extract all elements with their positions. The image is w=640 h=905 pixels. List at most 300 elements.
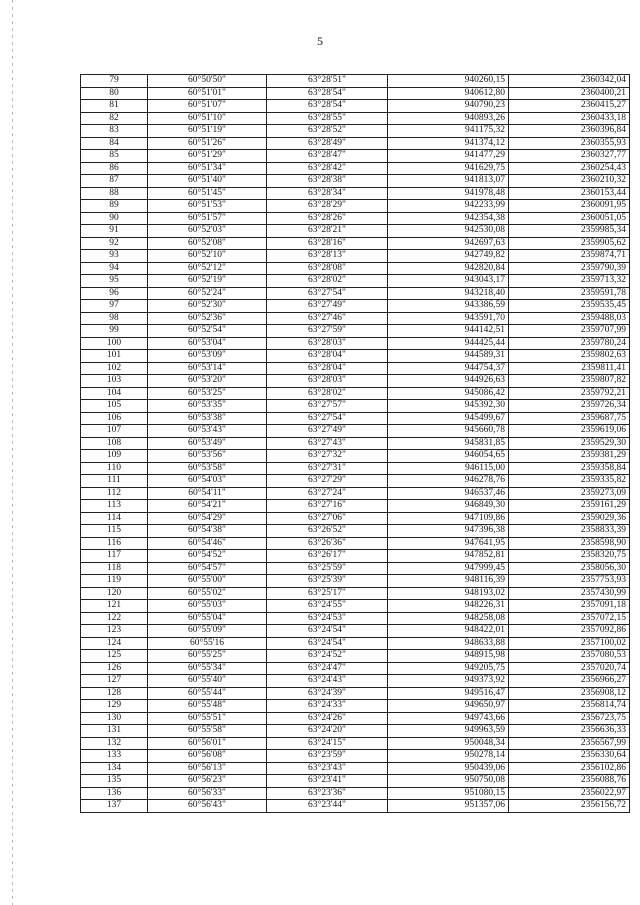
latitude-cell: 60°53'14"	[148, 362, 267, 375]
latitude-cell: 60°55'51"	[148, 712, 267, 725]
point-number-cell: 134	[81, 762, 148, 775]
table-row	[81, 287, 630, 300]
x-coordinate-cell: 941978,48	[388, 187, 509, 200]
point-number-cell: 114	[81, 512, 148, 525]
latitude-cell: 60°51'07"	[148, 100, 267, 113]
y-coordinate-cell: 2359780,24	[509, 337, 630, 350]
x-coordinate-cell: 949650,97	[388, 700, 509, 713]
latitude-cell: 60°52'10"	[148, 250, 267, 263]
scan-margin-line	[12, 0, 13, 905]
y-coordinate-cell: 2359802,63	[509, 350, 630, 363]
y-coordinate-cell: 2359273,09	[509, 487, 630, 500]
latitude-cell: 60°52'03"	[148, 225, 267, 238]
latitude-cell: 60°52'54"	[148, 325, 267, 338]
table-row	[81, 150, 630, 163]
point-number-cell: 118	[81, 562, 148, 575]
longitude-cell: 63°28'47"	[267, 150, 388, 163]
y-coordinate-cell: 2360254,43	[509, 162, 630, 175]
table-row	[81, 75, 630, 88]
latitude-cell: 60°55'48"	[148, 700, 267, 713]
y-coordinate-cell: 2360396,84	[509, 125, 630, 138]
point-number-cell: 119	[81, 575, 148, 588]
point-number-cell: 107	[81, 425, 148, 438]
longitude-cell: 63°23'44"	[267, 800, 388, 813]
latitude-cell: 60°53'25"	[148, 387, 267, 400]
y-coordinate-cell: 2359726,34	[509, 400, 630, 413]
x-coordinate-cell: 947109,86	[388, 512, 509, 525]
table-row	[81, 450, 630, 463]
latitude-cell: 60°55'04"	[148, 612, 267, 625]
latitude-cell: 60°55'16	[148, 637, 267, 650]
latitude-cell: 60°51'10"	[148, 112, 267, 125]
point-number-cell: 83	[81, 125, 148, 138]
table-row	[81, 262, 630, 275]
point-number-cell: 99	[81, 325, 148, 338]
latitude-cell: 60°51'19"	[148, 125, 267, 138]
y-coordinate-cell: 2359687,75	[509, 412, 630, 425]
x-coordinate-cell: 949205,75	[388, 662, 509, 675]
y-coordinate-cell: 2356567,99	[509, 737, 630, 750]
point-number-cell: 97	[81, 300, 148, 313]
x-coordinate-cell: 950439,06	[388, 762, 509, 775]
point-number-cell: 91	[81, 225, 148, 238]
y-coordinate-cell: 2357100,02	[509, 637, 630, 650]
y-coordinate-cell: 2360327,77	[509, 150, 630, 163]
x-coordinate-cell: 944142,51	[388, 325, 509, 338]
longitude-cell: 63°28'21"	[267, 225, 388, 238]
point-number-cell: 130	[81, 712, 148, 725]
table-row	[81, 500, 630, 513]
latitude-cell: 60°56'43"	[148, 800, 267, 813]
point-number-cell: 84	[81, 137, 148, 150]
y-coordinate-cell: 2357020,74	[509, 662, 630, 675]
y-coordinate-cell: 2359807,82	[509, 375, 630, 388]
latitude-cell: 60°53'58"	[148, 462, 267, 475]
point-number-cell: 121	[81, 600, 148, 613]
longitude-cell: 63°25'39"	[267, 575, 388, 588]
x-coordinate-cell: 946054,65	[388, 450, 509, 463]
table-row	[81, 762, 630, 775]
latitude-cell: 60°51'34"	[148, 162, 267, 175]
point-number-cell: 110	[81, 462, 148, 475]
y-coordinate-cell: 2357092,86	[509, 625, 630, 638]
y-coordinate-cell: 2360433,18	[509, 112, 630, 125]
longitude-cell: 63°28'13"	[267, 250, 388, 263]
latitude-cell: 60°56'33"	[148, 787, 267, 800]
longitude-cell: 63°27'49"	[267, 300, 388, 313]
point-number-cell: 122	[81, 612, 148, 625]
latitude-cell: 60°54'29"	[148, 512, 267, 525]
table-row	[81, 750, 630, 763]
point-number-cell: 133	[81, 750, 148, 763]
longitude-cell: 63°24'47"	[267, 662, 388, 675]
longitude-cell: 63°24'43"	[267, 675, 388, 688]
longitude-cell: 63°27'16"	[267, 500, 388, 513]
longitude-cell: 63°23'41"	[267, 775, 388, 788]
longitude-cell: 63°24'39"	[267, 687, 388, 700]
y-coordinate-cell: 2356330,64	[509, 750, 630, 763]
x-coordinate-cell: 950750,08	[388, 775, 509, 788]
x-coordinate-cell: 945392,30	[388, 400, 509, 413]
x-coordinate-cell: 948226,31	[388, 600, 509, 613]
x-coordinate-cell: 940612,80	[388, 87, 509, 100]
x-coordinate-cell: 948258,08	[388, 612, 509, 625]
x-coordinate-cell: 942233,99	[388, 200, 509, 213]
longitude-cell: 63°27'29"	[267, 475, 388, 488]
y-coordinate-cell: 2356966,27	[509, 675, 630, 688]
point-number-cell: 123	[81, 625, 148, 638]
table-row	[81, 225, 630, 238]
x-coordinate-cell: 949963,59	[388, 725, 509, 738]
point-number-cell: 116	[81, 537, 148, 550]
table-row	[81, 87, 630, 100]
table-row	[81, 787, 630, 800]
table-row	[81, 487, 630, 500]
y-coordinate-cell: 2357091,18	[509, 600, 630, 613]
x-coordinate-cell: 949373,92	[388, 675, 509, 688]
table-row	[81, 550, 630, 563]
longitude-cell: 63°23'43"	[267, 762, 388, 775]
latitude-cell: 60°55'09"	[148, 625, 267, 638]
y-coordinate-cell: 2358598,90	[509, 537, 630, 550]
longitude-cell: 63°24'54"	[267, 625, 388, 638]
table-row	[81, 250, 630, 263]
table-row	[81, 175, 630, 188]
x-coordinate-cell: 947852,81	[388, 550, 509, 563]
point-number-cell: 113	[81, 500, 148, 513]
point-number-cell: 104	[81, 387, 148, 400]
y-coordinate-cell: 2358320,75	[509, 550, 630, 563]
x-coordinate-cell: 942820,84	[388, 262, 509, 275]
y-coordinate-cell: 2356022,97	[509, 787, 630, 800]
longitude-cell: 63°28'42"	[267, 162, 388, 175]
point-number-cell: 92	[81, 237, 148, 250]
latitude-cell: 60°54'11"	[148, 487, 267, 500]
y-coordinate-cell: 2359811,41	[509, 362, 630, 375]
x-coordinate-cell: 951080,15	[388, 787, 509, 800]
point-number-cell: 136	[81, 787, 148, 800]
table-row	[81, 125, 630, 138]
longitude-cell: 63°26'17"	[267, 550, 388, 563]
latitude-cell: 60°52'24"	[148, 287, 267, 300]
x-coordinate-cell: 941813,07	[388, 175, 509, 188]
latitude-cell: 60°56'13"	[148, 762, 267, 775]
table-row	[81, 512, 630, 525]
y-coordinate-cell: 2359591,78	[509, 287, 630, 300]
y-coordinate-cell: 2358833,39	[509, 525, 630, 538]
table-row	[81, 425, 630, 438]
longitude-cell: 63°26'52"	[267, 525, 388, 538]
longitude-cell: 63°27'54"	[267, 287, 388, 300]
point-number-cell: 126	[81, 662, 148, 675]
x-coordinate-cell: 942749,82	[388, 250, 509, 263]
longitude-cell: 63°28'08"	[267, 262, 388, 275]
point-number-cell: 127	[81, 675, 148, 688]
y-coordinate-cell: 2356102,86	[509, 762, 630, 775]
y-coordinate-cell: 2356908,12	[509, 687, 630, 700]
point-number-cell: 87	[81, 175, 148, 188]
latitude-cell: 60°51'53"	[148, 200, 267, 213]
point-number-cell: 100	[81, 337, 148, 350]
longitude-cell: 63°28'02"	[267, 275, 388, 288]
longitude-cell: 63°27'32"	[267, 450, 388, 463]
x-coordinate-cell: 948116,39	[388, 575, 509, 588]
point-number-cell: 125	[81, 650, 148, 663]
table-row	[81, 387, 630, 400]
page-number: 5	[317, 34, 323, 48]
point-number-cell: 80	[81, 87, 148, 100]
x-coordinate-cell: 951357,06	[388, 800, 509, 813]
point-number-cell: 108	[81, 437, 148, 450]
table-row	[81, 612, 630, 625]
y-coordinate-cell: 2356814,74	[509, 700, 630, 713]
longitude-cell: 63°25'17"	[267, 587, 388, 600]
x-coordinate-cell: 941477,29	[388, 150, 509, 163]
table-row	[81, 325, 630, 338]
x-coordinate-cell: 946849,30	[388, 500, 509, 513]
longitude-cell: 63°25'59"	[267, 562, 388, 575]
longitude-cell: 63°28'16"	[267, 237, 388, 250]
latitude-cell: 60°52'19"	[148, 275, 267, 288]
longitude-cell: 63°28'04"	[267, 350, 388, 363]
point-number-cell: 129	[81, 700, 148, 713]
latitude-cell: 60°53'09"	[148, 350, 267, 363]
table-row	[81, 362, 630, 375]
y-coordinate-cell: 2356156,72	[509, 800, 630, 813]
longitude-cell: 63°28'49"	[267, 137, 388, 150]
latitude-cell: 60°52'12"	[148, 262, 267, 275]
x-coordinate-cell: 943386,59	[388, 300, 509, 313]
x-coordinate-cell: 944754,37	[388, 362, 509, 375]
y-coordinate-cell: 2356088,76	[509, 775, 630, 788]
longitude-cell: 63°28'34"	[267, 187, 388, 200]
point-number-cell: 111	[81, 475, 148, 488]
point-number-cell: 93	[81, 250, 148, 263]
x-coordinate-cell: 943591,70	[388, 312, 509, 325]
longitude-cell: 63°27'54"	[267, 412, 388, 425]
longitude-cell: 63°24'20"	[267, 725, 388, 738]
longitude-cell: 63°28'54"	[267, 100, 388, 113]
latitude-cell: 60°56'01"	[148, 737, 267, 750]
x-coordinate-cell: 948193,02	[388, 587, 509, 600]
point-number-cell: 101	[81, 350, 148, 363]
longitude-cell: 63°28'55"	[267, 112, 388, 125]
longitude-cell: 63°23'36"	[267, 787, 388, 800]
y-coordinate-cell: 2358056,30	[509, 562, 630, 575]
table-row	[81, 475, 630, 488]
x-coordinate-cell: 941374,12	[388, 137, 509, 150]
longitude-cell: 63°28'52"	[267, 125, 388, 138]
y-coordinate-cell: 2360415,27	[509, 100, 630, 113]
x-coordinate-cell: 940893,26	[388, 112, 509, 125]
x-coordinate-cell: 950048,34	[388, 737, 509, 750]
x-coordinate-cell: 942354,38	[388, 212, 509, 225]
longitude-cell: 63°23'59"	[267, 750, 388, 763]
x-coordinate-cell: 948633,88	[388, 637, 509, 650]
y-coordinate-cell: 2360400,21	[509, 87, 630, 100]
point-number-cell: 95	[81, 275, 148, 288]
x-coordinate-cell: 942697,63	[388, 237, 509, 250]
latitude-cell: 60°53'43"	[148, 425, 267, 438]
table-row	[81, 437, 630, 450]
table-row	[81, 662, 630, 675]
y-coordinate-cell: 2359488,03	[509, 312, 630, 325]
y-coordinate-cell: 2359029,36	[509, 512, 630, 525]
latitude-cell: 60°51'57"	[148, 212, 267, 225]
latitude-cell: 60°55'02"	[148, 587, 267, 600]
y-coordinate-cell: 2360051,05	[509, 212, 630, 225]
table-row	[81, 312, 630, 325]
x-coordinate-cell: 943043,17	[388, 275, 509, 288]
point-number-cell: 137	[81, 800, 148, 813]
point-number-cell: 132	[81, 737, 148, 750]
latitude-cell: 60°53'04"	[148, 337, 267, 350]
x-coordinate-cell: 941629,75	[388, 162, 509, 175]
longitude-cell: 63°28'38"	[267, 175, 388, 188]
latitude-cell: 60°51'45"	[148, 187, 267, 200]
latitude-cell: 60°55'44"	[148, 687, 267, 700]
table-row	[81, 525, 630, 538]
latitude-cell: 60°54'52"	[148, 550, 267, 563]
longitude-cell: 63°28'29"	[267, 200, 388, 213]
y-coordinate-cell: 2359335,82	[509, 475, 630, 488]
latitude-cell: 60°54'46"	[148, 537, 267, 550]
table-row	[81, 737, 630, 750]
x-coordinate-cell: 948422,01	[388, 625, 509, 638]
table-row	[81, 112, 630, 125]
table-row	[81, 137, 630, 150]
y-coordinate-cell: 2359619,06	[509, 425, 630, 438]
point-number-cell: 88	[81, 187, 148, 200]
point-number-cell: 128	[81, 687, 148, 700]
point-number-cell: 115	[81, 525, 148, 538]
table-row	[81, 687, 630, 700]
longitude-cell: 63°28'03"	[267, 375, 388, 388]
latitude-cell: 60°55'03"	[148, 600, 267, 613]
x-coordinate-cell: 945831,85	[388, 437, 509, 450]
longitude-cell: 63°27'59"	[267, 325, 388, 338]
x-coordinate-cell: 942530,08	[388, 225, 509, 238]
table-row	[81, 537, 630, 550]
point-number-cell: 102	[81, 362, 148, 375]
point-number-cell: 117	[81, 550, 148, 563]
x-coordinate-cell: 950278,14	[388, 750, 509, 763]
latitude-cell: 60°54'03"	[148, 475, 267, 488]
point-number-cell: 135	[81, 775, 148, 788]
latitude-cell: 60°51'29"	[148, 150, 267, 163]
longitude-cell: 63°28'51"	[267, 75, 388, 88]
latitude-cell: 60°54'21"	[148, 500, 267, 513]
latitude-cell: 60°54'38"	[148, 525, 267, 538]
longitude-cell: 63°27'06"	[267, 512, 388, 525]
longitude-cell: 63°24'52"	[267, 650, 388, 663]
y-coordinate-cell: 2357080,53	[509, 650, 630, 663]
longitude-cell: 63°28'54"	[267, 87, 388, 100]
latitude-cell: 60°51'26"	[148, 137, 267, 150]
y-coordinate-cell: 2360342,04	[509, 75, 630, 88]
x-coordinate-cell: 945499,67	[388, 412, 509, 425]
longitude-cell: 63°28'02"	[267, 387, 388, 400]
y-coordinate-cell: 2359790,39	[509, 262, 630, 275]
y-coordinate-cell: 2359529,30	[509, 437, 630, 450]
y-coordinate-cell: 2360091,95	[509, 200, 630, 213]
table-row	[81, 162, 630, 175]
latitude-cell: 60°53'38"	[148, 412, 267, 425]
y-coordinate-cell: 2359358,84	[509, 462, 630, 475]
longitude-cell: 63°24'26"	[267, 712, 388, 725]
x-coordinate-cell: 949743,66	[388, 712, 509, 725]
longitude-cell: 63°28'03"	[267, 337, 388, 350]
x-coordinate-cell: 949516,47	[388, 687, 509, 700]
coordinates-table	[80, 74, 630, 813]
point-number-cell: 86	[81, 162, 148, 175]
table-row	[81, 200, 630, 213]
x-coordinate-cell: 940260,15	[388, 75, 509, 88]
latitude-cell: 60°55'40"	[148, 675, 267, 688]
point-number-cell: 79	[81, 75, 148, 88]
y-coordinate-cell: 2360210,32	[509, 175, 630, 188]
table-row	[81, 187, 630, 200]
table-row	[81, 575, 630, 588]
y-coordinate-cell: 2357072,15	[509, 612, 630, 625]
table-row	[81, 400, 630, 413]
point-number-cell: 90	[81, 212, 148, 225]
latitude-cell: 60°52'30"	[148, 300, 267, 313]
y-coordinate-cell: 2359381,29	[509, 450, 630, 463]
latitude-cell: 60°56'08"	[148, 750, 267, 763]
table-row	[81, 462, 630, 475]
x-coordinate-cell: 945086,42	[388, 387, 509, 400]
y-coordinate-cell: 2357753,93	[509, 575, 630, 588]
table-row	[81, 675, 630, 688]
y-coordinate-cell: 2360153,44	[509, 187, 630, 200]
point-number-cell: 81	[81, 100, 148, 113]
x-coordinate-cell: 944425,44	[388, 337, 509, 350]
latitude-cell: 60°53'56"	[148, 450, 267, 463]
y-coordinate-cell: 2356636,33	[509, 725, 630, 738]
longitude-cell: 63°27'46"	[267, 312, 388, 325]
point-number-cell: 82	[81, 112, 148, 125]
table-row	[81, 300, 630, 313]
longitude-cell: 63°27'31"	[267, 462, 388, 475]
table-row	[81, 375, 630, 388]
table-row	[81, 637, 630, 650]
latitude-cell: 60°55'00"	[148, 575, 267, 588]
table-row	[81, 562, 630, 575]
longitude-cell: 63°24'15"	[267, 737, 388, 750]
point-number-cell: 112	[81, 487, 148, 500]
x-coordinate-cell: 944589,31	[388, 350, 509, 363]
point-number-cell: 98	[81, 312, 148, 325]
latitude-cell: 60°52'36"	[148, 312, 267, 325]
latitude-cell: 60°53'35"	[148, 400, 267, 413]
latitude-cell: 60°52'08"	[148, 237, 267, 250]
point-number-cell: 120	[81, 587, 148, 600]
longitude-cell: 63°28'04"	[267, 362, 388, 375]
table-row	[81, 625, 630, 638]
table-row	[81, 412, 630, 425]
x-coordinate-cell: 943218,40	[388, 287, 509, 300]
point-number-cell: 131	[81, 725, 148, 738]
latitude-cell: 60°55'34"	[148, 662, 267, 675]
latitude-cell: 60°51'01"	[148, 87, 267, 100]
y-coordinate-cell: 2359905,62	[509, 237, 630, 250]
latitude-cell: 60°56'23"	[148, 775, 267, 788]
table-row	[81, 275, 630, 288]
x-coordinate-cell: 947999,45	[388, 562, 509, 575]
table-row	[81, 725, 630, 738]
y-coordinate-cell: 2359713,32	[509, 275, 630, 288]
